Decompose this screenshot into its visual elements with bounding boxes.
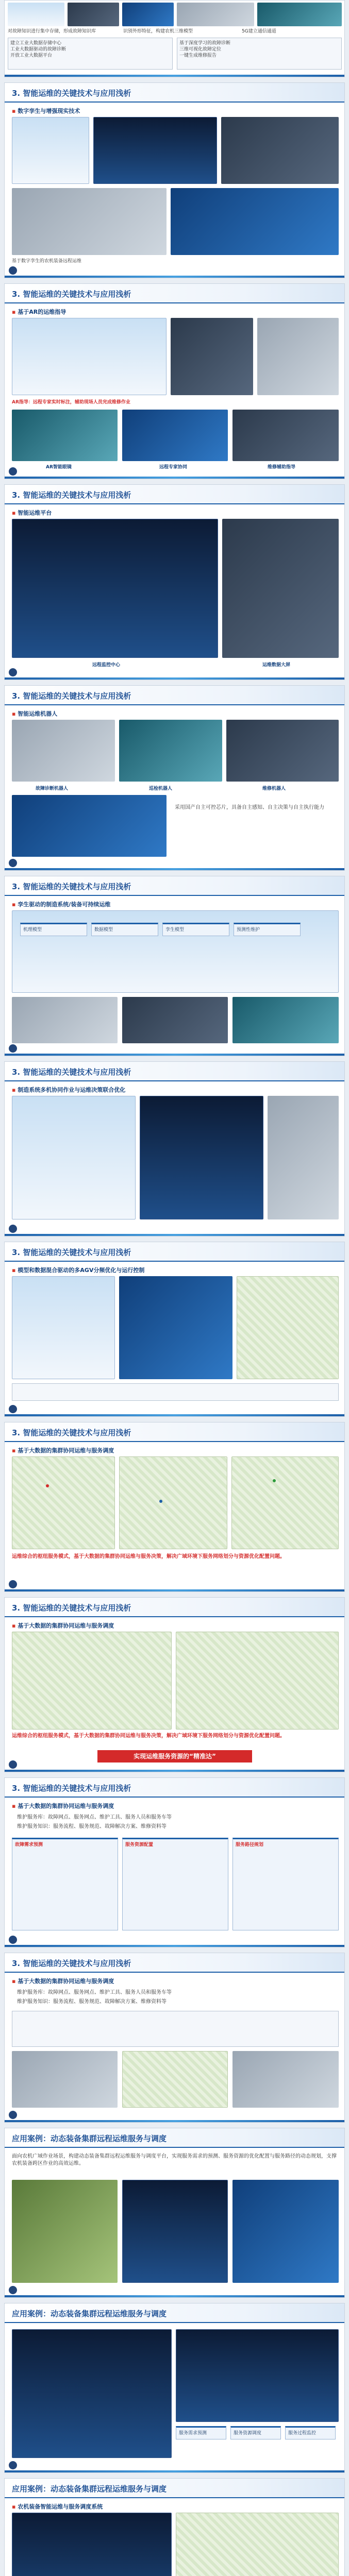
feature-card-1: 服务需求预测: [176, 2426, 226, 2439]
guide-photo-3: [232, 410, 339, 461]
university-logo: [9, 1044, 17, 1053]
service-line-2: 维护服务知识：服务流程、服务规范、故障解决方案、维修资料等: [17, 1999, 167, 2005]
slide-title: 3. 智能运维的关键技术与应用浅析: [12, 290, 131, 299]
slide-7: [4, 1061, 345, 1236]
cluster-map-3: [231, 1456, 339, 1549]
slide-subtitle: ▪ 基于大数据的集群协同运维与服务调度: [12, 1977, 114, 1985]
slide-title: 3. 智能运维的关键技术与应用浅析: [12, 490, 131, 500]
slide-header: [5, 1422, 344, 1442]
bullets-right-box: [177, 38, 342, 70]
cluster-point: [273, 1479, 276, 1482]
slide-title: 3. 智能运维的关键技术与应用浅析: [12, 1784, 131, 1793]
slide-15: [4, 2478, 345, 2576]
slide-header: [5, 2303, 344, 2323]
bullet-1: 建立工业大数据存储中心: [10, 41, 62, 46]
service-note: 运维综合的枢纽服务模式，基于大数据的集群协同运维与服务决策，解决广域环境下服务网络划分与资源优化配置问题。: [12, 1733, 285, 1739]
guide-label-3: 维修辅助指导: [268, 465, 296, 470]
twin-diagram: [12, 117, 89, 184]
slide-header: [5, 1242, 344, 1262]
slide-header: [5, 1953, 344, 1973]
slide-title: 3. 智能运维的关键技术与应用浅析: [12, 1067, 131, 1077]
platform-feature-cards: [176, 2426, 336, 2439]
slide-subtitle: ▪ 基于大数据的集群协同运维与服务调度: [12, 1621, 114, 1630]
slide-11: [4, 1777, 345, 1947]
gantt-chart: [268, 1096, 339, 1219]
model-cards: [20, 923, 301, 936]
robot-label-3: 维修机器人: [262, 786, 286, 791]
expert-photo: [257, 318, 339, 395]
slide-10: [4, 1597, 345, 1772]
flow-diagram: [12, 188, 167, 255]
guide-label-1: AR智能眼镜: [46, 465, 72, 470]
control-center-photo: [12, 519, 218, 658]
university-logo: [9, 2461, 17, 2469]
slide-title: 3. 智能运维的关键技术与应用浅析: [12, 691, 131, 701]
tractor-photo: [177, 3, 254, 26]
slide-footer-line: [5, 477, 344, 479]
equipment-photo: [221, 117, 339, 184]
slide-header: [5, 1598, 344, 1617]
slide-footer-line: [5, 75, 344, 77]
slide-3: [4, 283, 345, 479]
slide-header: [5, 485, 344, 504]
service-card-3-title: 服务路径规划: [236, 1842, 264, 1848]
slide-footer-line: [5, 1589, 344, 1591]
system-screen: [12, 2513, 172, 2576]
slide-subtitle: ▪ 基于大数据的集群协同运维与服务调度: [12, 1446, 114, 1454]
slide-6: [4, 876, 345, 1056]
guide-photo-2: [122, 410, 228, 461]
university-logo: [9, 1405, 17, 1413]
service-card-2-title: 服务资源配置: [125, 1842, 154, 1848]
slide-footer-line: [5, 868, 344, 870]
university-logo: [9, 467, 17, 476]
slide-footer-line: [5, 2295, 344, 2297]
slide-12: [4, 1953, 345, 2123]
result-chart-1: [12, 2051, 118, 2108]
slide-header: [5, 1062, 344, 1081]
service-line-2: 维护服务知识：服务流程、服务规范、故障解决方案、维修资料等: [17, 1824, 167, 1829]
slide-subtitle: ▪ 农机装备智能运维与服务调度系统: [12, 2502, 103, 2511]
slide-title: 应用案例：动态装备集群远程运维服务与调度: [12, 2309, 167, 2318]
feature-card-3: 服务过程监控: [285, 2426, 336, 2439]
label-3: 5G建立通信通道: [242, 29, 276, 34]
slide-subtitle: ▪ 模型和数据混合驱动的多AGV分频优化与运行控制: [12, 1266, 144, 1274]
slide-1: [4, 0, 345, 77]
slide-title: 应用案例：动态装备集群远程运维服务与调度: [12, 2484, 167, 2494]
precision-band: 实现运维服务资源的“精准达”: [97, 1750, 252, 1762]
cluster-point: [46, 1484, 49, 1487]
platform-screen-2: [176, 2329, 339, 2422]
bullet-3: 开放工业大数据平台: [10, 53, 53, 59]
ar-note: AR指导：远程专家实时标注，辅助现场人员完成维修作业: [12, 400, 130, 405]
agv-path-map: [237, 1276, 339, 1379]
bullet-right-1: 基于深度学习的故障诊断: [179, 41, 231, 46]
university-logo: [9, 266, 17, 275]
feature-card-2: 服务资源调度: [230, 2426, 281, 2439]
university-logo: [9, 1936, 17, 1944]
dispatch-map: [176, 2513, 339, 2576]
university-logo: [9, 2111, 17, 2119]
model-card-4: 预测性维护: [234, 923, 301, 936]
screen-label: 运维数据大屏: [262, 663, 291, 668]
slide-title: 3. 智能运维的关键技术与应用浅析: [12, 882, 131, 891]
slide-footer-line: [5, 2120, 344, 2122]
slide-footer-line: [5, 1234, 344, 1236]
label-1: 对故障知识进行集中存储，形成故障知识库: [8, 29, 96, 34]
slide-4: [4, 484, 345, 680]
model-card-3: 孪生模型: [162, 923, 229, 936]
slide-title: 3. 智能运维的关键技术与应用浅析: [12, 1428, 131, 1437]
university-logo: [9, 1225, 17, 1233]
guide-photo-1: [12, 410, 118, 461]
ar-screen: [171, 188, 339, 255]
university-logo: [9, 2286, 17, 2294]
service-cards: [12, 1838, 339, 1930]
machine-photo: [68, 3, 119, 26]
service-map-1: [12, 1632, 172, 1730]
formula-box: [12, 2011, 339, 2047]
factory-photo-3: [232, 997, 339, 1043]
slide-header: [5, 2479, 344, 2498]
twin-model-screen: [93, 117, 217, 184]
slide-footer-line: [5, 1414, 344, 1416]
slide-5: [4, 685, 345, 871]
service-card-1: [12, 1838, 118, 1930]
diagram-panel: [8, 3, 64, 26]
slide-2: [4, 82, 345, 278]
slide-header: [5, 686, 344, 705]
slide-subtitle: ▪ 智能运维平台: [12, 509, 52, 517]
slide-subtitle: ▪ 孪生驱动的制造系统/装备可持续运维: [12, 900, 110, 908]
robot-photo-1: [12, 720, 115, 782]
monitor-screen: [122, 2180, 228, 2283]
slide-footer-line: [5, 1054, 344, 1056]
robot-photo-2: [119, 720, 222, 782]
university-logo: [9, 668, 17, 676]
field-photo-1: [12, 2180, 118, 2283]
service-map-2: [176, 1632, 339, 1730]
slide-header: [5, 284, 344, 303]
service-card-1-title: 故障需求预测: [15, 1842, 43, 1848]
university-logo: [9, 1580, 17, 1588]
slide-header: [5, 2128, 344, 2148]
slide-9: [4, 1422, 345, 1592]
slide-title: 应用案例：动态装备集群远程运维服务与调度: [12, 2134, 167, 2143]
field-photo: [257, 3, 342, 26]
slide-header: [5, 1778, 344, 1798]
ar-glasses-photo: [171, 318, 253, 395]
result-chart-2: [232, 2051, 339, 2108]
slide-title: 3. 智能运维的关键技术与应用浅析: [12, 1959, 131, 1968]
model-card-1: 机理模型: [20, 923, 87, 936]
bullets-box: [8, 38, 173, 70]
university-logo: [9, 859, 17, 867]
robot-label-1: 故障诊断机器人: [36, 786, 69, 791]
platform-screen-1: [12, 2329, 172, 2458]
slide-13: [4, 2128, 345, 2298]
network-graphic: [232, 2180, 339, 2283]
center-label: 远程监控中心: [92, 663, 121, 668]
bullet-2: 工业大数据驱动的故障诊断: [10, 47, 67, 53]
bullet-right-2: 三维可视化故障定位: [179, 47, 222, 53]
slide-footer-line: [5, 1770, 344, 1772]
cluster-map-2: [119, 1456, 227, 1549]
service-card-3: [232, 1838, 339, 1930]
cluster-note: 运维综合的枢纽服务模式，基于大数据的集群协同运维与服务决策，解决广域环境下服务网络划分与资源优化配置问题。: [12, 1554, 285, 1560]
guide-label-2: 远程专家协同: [159, 465, 188, 470]
agv-result-bar: [12, 1383, 339, 1401]
slide-footer-line: [5, 1945, 344, 1947]
robot-detail-photo: [12, 795, 167, 857]
factory-photo-1: [12, 997, 118, 1043]
slide-subtitle: ▪ 智能运维机器人: [12, 709, 57, 718]
slide-subtitle: ▪ 制造系统多机协同作业与运维决策联合优化: [12, 1086, 125, 1094]
slide-caption: 基于数字孪生的农机装备远程运维: [12, 259, 82, 264]
slide-subtitle: ▪ 基于大数据的集群协同运维与服务调度: [12, 1802, 114, 1810]
label-2: 识别外形特征，构建农机三维模型: [123, 29, 193, 34]
slide-subtitle: ▪ 数字孪生与增强现实技术: [12, 107, 80, 115]
factory-photo-2: [122, 997, 228, 1043]
robot-spec: 采用国产自主可控芯片，具备自主感知、自主决策与自主执行能力: [175, 805, 324, 810]
slide-footer-line: [5, 677, 344, 680]
result-map: [122, 2051, 228, 2108]
slide-footer-line: [5, 2470, 344, 2472]
bullet-right-3: 一键生成维修报告: [179, 53, 217, 59]
network-photo: [122, 3, 174, 26]
robot-label-2: 巡检机器人: [149, 786, 173, 791]
slide-footer-line: [5, 276, 344, 278]
slide-14: [4, 2303, 345, 2473]
slide-header: [5, 83, 344, 103]
case-text: 面向农机广域作业场景，构建动态装备集群远程运维服务与调度平台，实现服务需求的预测、服务资源的优化配置与服务路径的动态规划，支撑农机装备跨区作业的高效运维。: [12, 2154, 337, 2166]
agv-model-diagram: [12, 1276, 115, 1379]
slide-title: 3. 智能运维的关键技术与应用浅析: [12, 1248, 131, 1257]
service-card-2: [122, 1838, 228, 1930]
scheduling-screen: [140, 1096, 263, 1219]
university-logo: [9, 1760, 17, 1769]
slide-subtitle: ▪ 基于AR的运维指导: [12, 308, 66, 316]
service-line-1: 维护服务库：故障网点、服务网点、维护工具、服务人员和服务车等: [17, 1815, 172, 1820]
ar-flow-diagram: [12, 318, 167, 395]
slide-header: [5, 876, 344, 896]
optimization-diagram: [12, 1096, 136, 1219]
agv-layout: [119, 1276, 232, 1379]
cluster-map-1: [12, 1456, 115, 1549]
slide-title: 3. 智能运维的关键技术与应用浅析: [12, 89, 131, 98]
model-card-2: 数据模型: [91, 923, 158, 936]
robot-photo-3: [226, 720, 339, 782]
cluster-point: [159, 1500, 162, 1503]
operator-photo: [222, 519, 339, 658]
service-line-1: 维护服务库：故障网点、服务网点、维护工具、服务人员和服务车等: [17, 1990, 172, 1995]
slide-title: 3. 智能运维的关键技术与应用浅析: [12, 1603, 131, 1613]
slide-8: [4, 1242, 345, 1417]
